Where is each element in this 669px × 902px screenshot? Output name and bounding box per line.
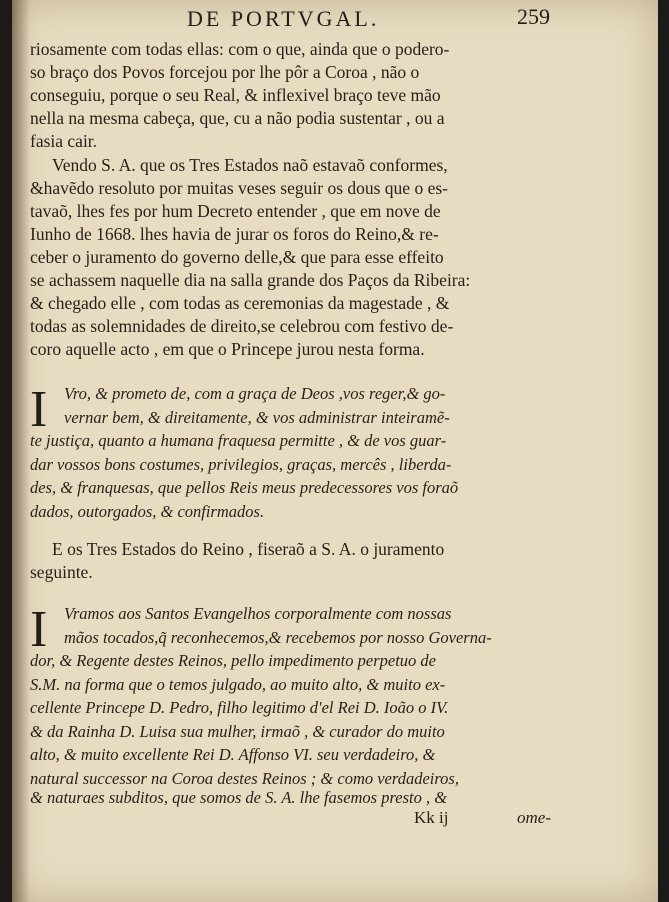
text-line: nella na mesma cabeça, que, cu a não podia sustentar , ou a: [30, 108, 445, 128]
text-line: mãos tocados,q̃ reconhecemos,& recebemos por nosso Governa-: [64, 627, 492, 647]
catchword: ome-: [517, 808, 551, 827]
text-line: dor, & Regente destes Reinos, pello impedimento perpetuo de: [30, 651, 436, 670]
oath-text: [30, 382, 580, 523]
text-line: dar vossos bons costumes, privilegios, graças, mercês , liberda-: [30, 454, 452, 474]
text-line: E os Tres Estados do Reino , fiseraõ a S. A. o juramento: [52, 539, 445, 559]
text-line: dados, outorgados, & confirmados.: [30, 501, 265, 521]
text-line: ceber o juramento do governo delle,& que para esse effeito: [30, 247, 444, 267]
text-line: conseguiu, porque o seu Real, & inflexivel braço teve mão: [30, 85, 441, 105]
text-line: coro aquelle acto , em que o Princepe jurou nesta forma.: [30, 339, 425, 359]
text-line: & da Rainha D. Luisa sua mulher, irmaõ , & curador do muito: [30, 721, 445, 741]
text-line: vernar bem, & direitamente, & vos administrar inteiramẽ-: [64, 407, 450, 427]
text-line: Vendo S. A. que os Tres Estados naõ estavaõ conformes,: [52, 155, 448, 175]
drop-cap: I: [30, 381, 48, 438]
text-line: seguinte.: [30, 562, 93, 582]
text-line: so braço dos Povos forcejou por lhe pôr a Coroa , não o: [30, 62, 420, 82]
prince-oath: [30, 382, 580, 522]
text-line: riosamente com todas ellas: com o que, ainda que o podero-: [30, 39, 450, 59]
signature-mark: Kk ij: [414, 808, 449, 827]
text-line: alto, & muito excellente Rei D. Affonso VI. seu verdadeiro, &: [30, 745, 436, 764]
text-line: todas as solemnidades de direito,se celebrou com festivo de-: [30, 316, 454, 336]
text-line: S.M. na forma que o temos julgado, ao muito alto, & muito ex-: [30, 674, 446, 694]
paragraph-2: [30, 154, 570, 361]
text-line: fasia cair.: [30, 131, 98, 151]
oath-last-line: & naturaes subditos, que somos de S. A. lhe fasemos presto , &: [30, 788, 448, 807]
text-line: &havẽdo resoluto por muitas veses seguir os dous que o es-: [30, 178, 448, 198]
text-line: se achassem naquelle dia na salla grande dos Paços da Ribeira:: [30, 270, 471, 290]
text-line: cellente Princepe D. Pedro, filho legitimo d'el Rei D. Ioão o IV.: [30, 698, 449, 717]
page-number: 259: [517, 4, 550, 29]
text-line: Vramos aos Santos Evangelhos corporalmente com nossas: [64, 604, 452, 623]
drop-cap: I: [30, 601, 48, 658]
text-line: des, & franquesas, que pellos Reis meus predecessores vos foraõ: [30, 478, 459, 497]
text-line: te justiça, quanto a humana fraquesa permitte , & de vos guar-: [30, 431, 447, 450]
estates-oath: [30, 602, 580, 812]
text-line: Iunho de 1668. lhes havia de jurar os foros do Reino,& re-: [30, 224, 439, 244]
page-footer: [12, 808, 658, 832]
text-line: & chegado elle , com todas as ceremonias da magestade , &: [30, 293, 450, 313]
paragraph-1: [30, 38, 570, 153]
page-header: [12, 0, 658, 34]
text-line: tavaõ, lhes fes por hum Decreto entender , que em nove de: [30, 201, 441, 221]
text-line: Vro, & prometo de, com a graça de Deos ,vos reger,& go-: [64, 384, 446, 403]
oath-text: [30, 602, 580, 790]
paragraph-3: [30, 538, 570, 584]
running-head: DE PORTVGAL.: [187, 6, 380, 31]
book-page: [12, 0, 658, 902]
text-line: natural successor na Coroa destes Reinos ; & como verdadeiros,: [30, 768, 459, 788]
